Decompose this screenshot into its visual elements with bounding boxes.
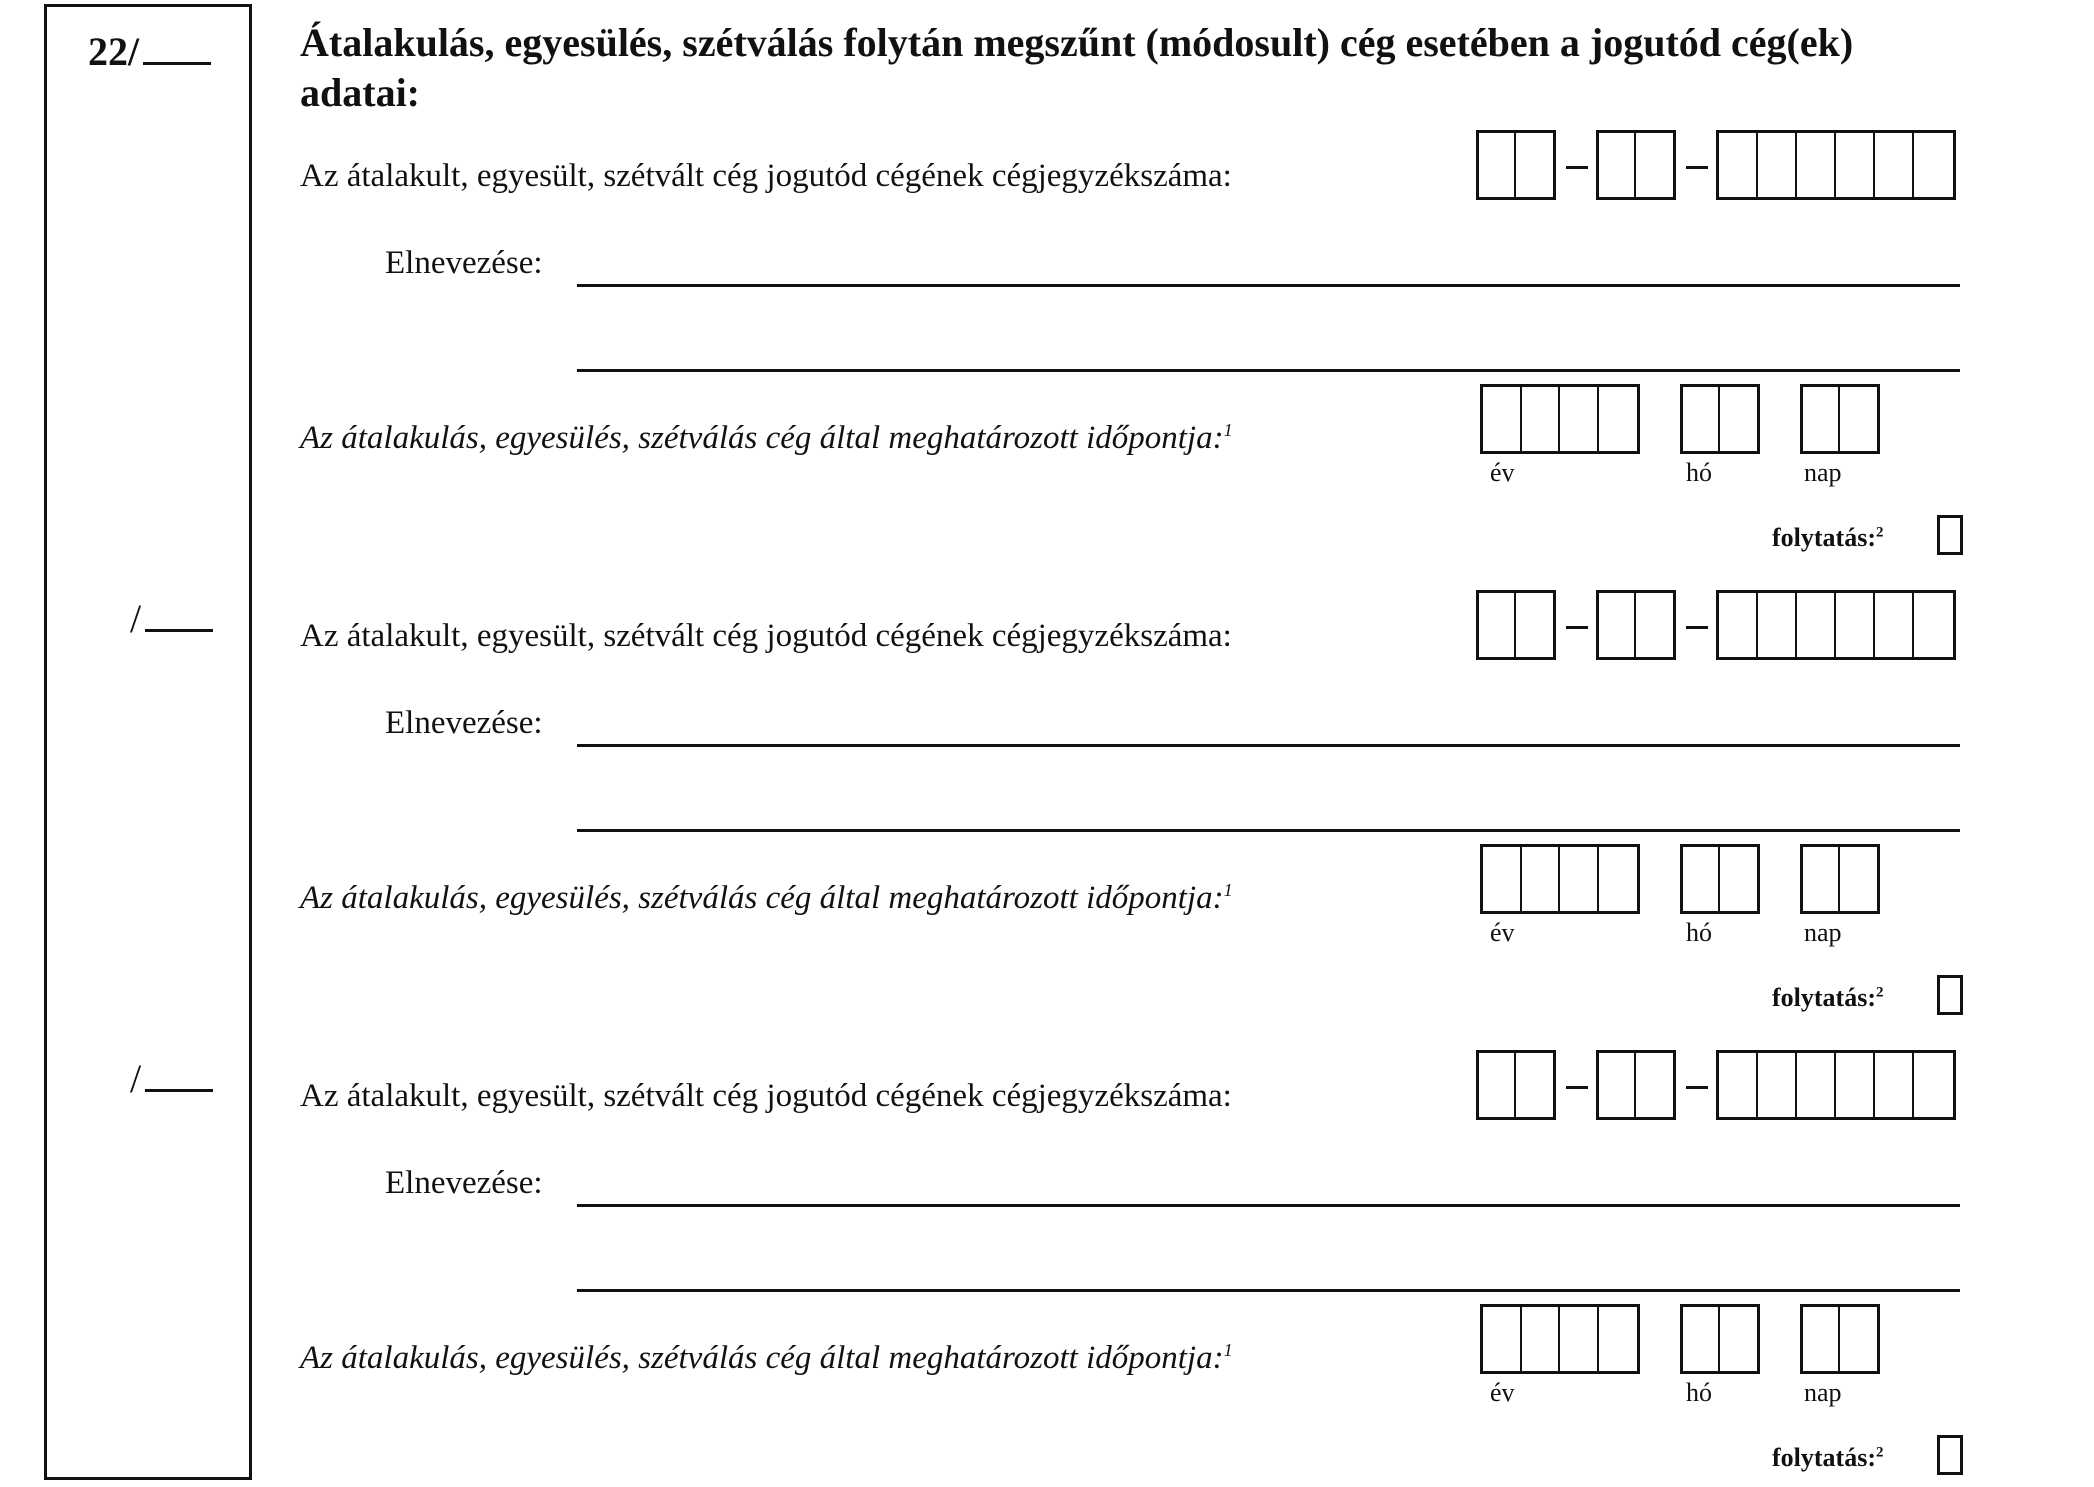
digit-cell[interactable]	[1479, 1053, 1516, 1117]
separator-dash	[1686, 166, 1708, 169]
registration-form-code[interactable]	[1596, 1050, 1676, 1120]
digit-cell[interactable]	[1803, 1307, 1840, 1371]
digit-cell[interactable]	[1914, 593, 1953, 657]
digit-cell[interactable]	[1836, 133, 1875, 197]
digit-cell[interactable]	[1483, 847, 1522, 911]
day-caption: nap	[1804, 918, 1842, 947]
registration-number-label: Az átalakult, egyesült, szétvált cég jogutód cégének cégjegyzékszáma:	[300, 1078, 1232, 1114]
digit-cell[interactable]	[1875, 1053, 1914, 1117]
month-caption: hó	[1686, 458, 1712, 487]
digit-cell[interactable]	[1720, 847, 1757, 911]
digit-cell[interactable]	[1683, 387, 1720, 451]
digit-cell[interactable]	[1797, 593, 1836, 657]
year-caption: év	[1490, 458, 1515, 487]
date-day-field[interactable]	[1800, 844, 1880, 914]
separator-dash	[1566, 1086, 1588, 1089]
registration-form-code[interactable]	[1596, 130, 1676, 200]
continuation-label: folytatás:$^2$	[1772, 983, 1884, 1012]
date-year-field[interactable]	[1480, 384, 1640, 454]
digit-cell[interactable]	[1636, 133, 1673, 197]
digit-cell[interactable]	[1840, 1307, 1877, 1371]
date-day-field[interactable]	[1800, 1304, 1880, 1374]
month-caption: hó	[1686, 918, 1712, 947]
digit-cell[interactable]	[1522, 387, 1561, 451]
digit-cell[interactable]	[1803, 847, 1840, 911]
digit-cell[interactable]	[1840, 847, 1877, 911]
digit-cell[interactable]	[1875, 593, 1914, 657]
digit-cell[interactable]	[1758, 1053, 1797, 1117]
company-name-line-1[interactable]	[577, 284, 1960, 287]
digit-cell[interactable]	[1914, 133, 1953, 197]
entry-number-field[interactable]	[145, 599, 213, 632]
digit-cell[interactable]	[1719, 593, 1758, 657]
digit-cell[interactable]	[1797, 1053, 1836, 1117]
date-day-field[interactable]	[1800, 384, 1880, 454]
digit-cell[interactable]	[1599, 1307, 1637, 1371]
company-name-label: Elnevezése:	[385, 245, 543, 281]
digit-cell[interactable]	[1599, 1053, 1636, 1117]
continuation-label: folytatás:$^2$	[1772, 1443, 1884, 1472]
digit-cell[interactable]	[1560, 1307, 1599, 1371]
registration-court-code[interactable]	[1476, 590, 1556, 660]
registration-court-code[interactable]	[1476, 130, 1556, 200]
digit-cell[interactable]	[1836, 1053, 1875, 1117]
company-name-line-2[interactable]	[577, 369, 1960, 372]
year-caption: év	[1490, 918, 1515, 947]
digit-cell[interactable]	[1560, 847, 1599, 911]
section-subnumber-field[interactable]	[143, 32, 211, 65]
digit-cell[interactable]	[1719, 133, 1758, 197]
transformation-date-label: Az átalakulás, egyesülés, szétválás cég által meghatározott időpontja:$^1$	[300, 1340, 1233, 1376]
date-month-field[interactable]	[1680, 1304, 1760, 1374]
section-number: 22/	[88, 28, 211, 75]
date-year-field[interactable]	[1480, 844, 1640, 914]
company-name-line-2[interactable]	[577, 829, 1960, 832]
digit-cell[interactable]	[1758, 133, 1797, 197]
digit-cell[interactable]	[1914, 1053, 1953, 1117]
company-name-line-1[interactable]	[577, 1204, 1960, 1207]
day-caption: nap	[1804, 458, 1842, 487]
digit-cell[interactable]	[1636, 593, 1673, 657]
digit-cell[interactable]	[1683, 847, 1720, 911]
digit-cell[interactable]	[1758, 593, 1797, 657]
footnote-ref: 2	[1875, 984, 1884, 1001]
section-number-column	[44, 4, 252, 1480]
digit-cell[interactable]	[1836, 593, 1875, 657]
separator-dash	[1566, 626, 1588, 629]
entry-number-field[interactable]	[145, 1059, 213, 1092]
date-month-field[interactable]	[1680, 384, 1760, 454]
digit-cell[interactable]	[1720, 387, 1757, 451]
company-name-label: Elnevezése:	[385, 705, 543, 741]
digit-cell[interactable]	[1803, 387, 1840, 451]
registration-serial-number[interactable]	[1716, 590, 1956, 660]
continuation-checkbox[interactable]	[1937, 975, 1963, 1015]
footnote-ref: 2	[1875, 524, 1884, 541]
digit-cell[interactable]	[1479, 593, 1516, 657]
registration-serial-number[interactable]	[1716, 130, 1956, 200]
footnote-ref: 1	[1223, 1340, 1233, 1360]
digit-cell[interactable]	[1599, 593, 1636, 657]
day-caption: nap	[1804, 1378, 1842, 1407]
digit-cell[interactable]	[1516, 133, 1553, 197]
transformation-date-label: Az átalakulás, egyesülés, szétválás cég által meghatározott időpontja:$^1$	[300, 880, 1233, 916]
month-caption: hó	[1686, 1378, 1712, 1407]
transformation-date-label: Az átalakulás, egyesülés, szétválás cég által meghatározott időpontja:$^1$	[300, 420, 1233, 456]
registration-number-label: Az átalakult, egyesült, szétvált cég jogutód cégének cégjegyzékszáma:	[300, 158, 1232, 194]
digit-cell[interactable]	[1516, 1053, 1553, 1117]
date-month-field[interactable]	[1680, 844, 1760, 914]
digit-cell[interactable]	[1560, 387, 1599, 451]
digit-cell[interactable]	[1719, 1053, 1758, 1117]
digit-cell[interactable]	[1522, 1307, 1561, 1371]
registration-serial-number[interactable]	[1716, 1050, 1956, 1120]
company-name-label: Elnevezése:	[385, 1165, 543, 1201]
digit-cell[interactable]	[1479, 133, 1516, 197]
footnote-ref: 1	[1223, 880, 1233, 900]
digit-cell[interactable]	[1840, 387, 1877, 451]
section-title: Átalakulás, egyesülés, szétválás folytán megszűnt (módosult) cég esetében a jogutód cég(ek) adatai:	[300, 20, 1854, 115]
separator-dash	[1686, 626, 1708, 629]
digit-cell[interactable]	[1599, 133, 1636, 197]
entry-number: /	[130, 1055, 213, 1102]
digit-cell[interactable]	[1599, 387, 1637, 451]
footnote-ref: 2	[1875, 1444, 1884, 1461]
digit-cell[interactable]	[1516, 593, 1553, 657]
separator-dash	[1566, 166, 1588, 169]
separator-dash	[1686, 1086, 1708, 1089]
company-name-line-1[interactable]	[577, 744, 1960, 747]
digit-cell[interactable]	[1683, 1307, 1720, 1371]
digit-cell[interactable]	[1522, 847, 1561, 911]
digit-cell[interactable]	[1720, 1307, 1757, 1371]
continuation-checkbox[interactable]	[1937, 1435, 1963, 1475]
digit-cell[interactable]	[1483, 387, 1522, 451]
digit-cell[interactable]	[1875, 133, 1914, 197]
digit-cell[interactable]	[1636, 1053, 1673, 1117]
digit-cell[interactable]	[1797, 133, 1836, 197]
continuation-checkbox[interactable]	[1937, 515, 1963, 555]
registration-court-code[interactable]	[1476, 1050, 1556, 1120]
digit-cell[interactable]	[1483, 1307, 1522, 1371]
company-name-line-2[interactable]	[577, 1289, 1960, 1292]
registration-number-label: Az átalakult, egyesült, szétvált cég jogutód cégének cégjegyzékszáma:	[300, 618, 1232, 654]
entry-number: /	[130, 595, 213, 642]
digit-cell[interactable]	[1599, 847, 1637, 911]
year-caption: év	[1490, 1378, 1515, 1407]
registration-form-code[interactable]	[1596, 590, 1676, 660]
date-year-field[interactable]	[1480, 1304, 1640, 1374]
footnote-ref: 1	[1223, 420, 1233, 440]
continuation-label: folytatás:$^2$	[1772, 523, 1884, 552]
